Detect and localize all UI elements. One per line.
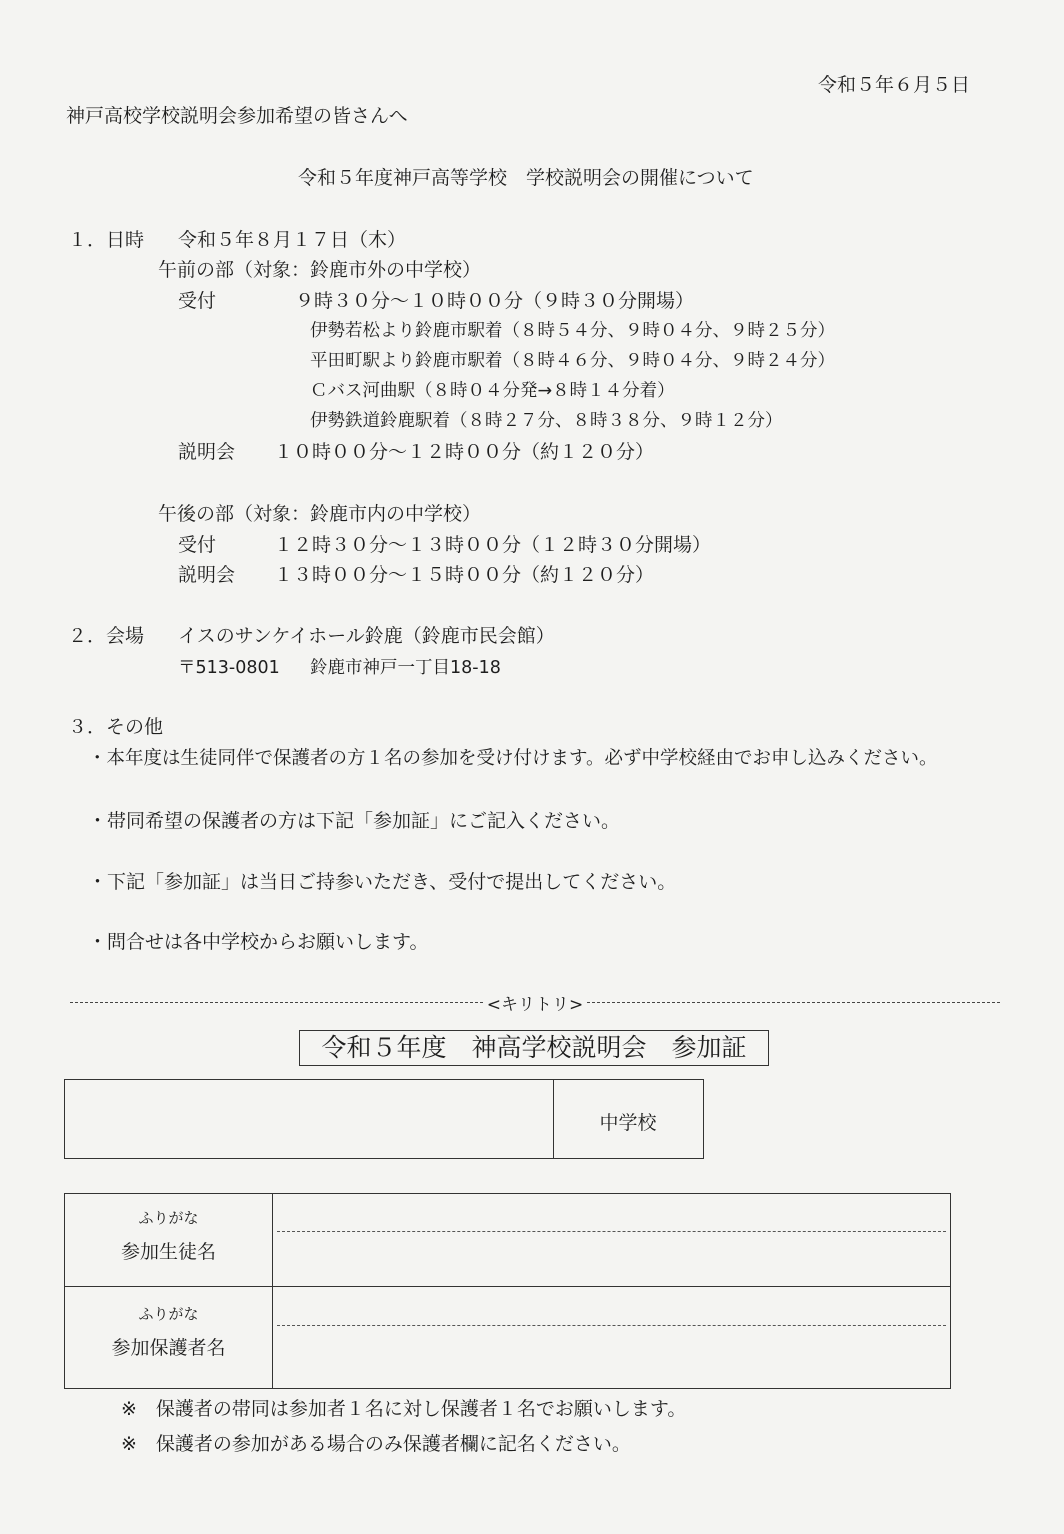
train-info-1: 伊勢若松より鈴鹿市駅着（８時５４分、９時０４分、９時２５分） — [310, 321, 835, 341]
guardian-furigana-label: ふりがな — [138, 1305, 199, 1323]
student-furigana-field[interactable] — [277, 1196, 946, 1230]
afternoon-heading: 午後の部（対象：鈴鹿市内の中学校） — [158, 503, 482, 525]
guardian-name-field[interactable] — [277, 1328, 946, 1384]
afternoon-reception-time: １２時３０分～１３時００分（１２時３０分開場） — [274, 534, 712, 556]
student-name-field[interactable] — [277, 1234, 946, 1284]
section3-heading: ３．その他 — [68, 716, 164, 738]
school-suffix-label: 中学校 — [599, 1112, 657, 1134]
morning-session-time: １０時００分～１２時００分（約１２０分） — [274, 441, 655, 463]
cut-dashes-right — [587, 1002, 1000, 1003]
student-name-label: 参加生徒名 — [120, 1241, 216, 1263]
document-date: 令和５年６月５日 — [818, 74, 971, 96]
student-furigana-dashed-line — [277, 1231, 946, 1232]
guardian-name-label: 参加保護者名 — [111, 1337, 226, 1359]
guardian-furigana-dashed-line — [277, 1325, 946, 1326]
pass-title: 令和５年度 神高学校説明会 参加証 — [299, 1030, 769, 1066]
school-name-box — [64, 1079, 704, 1159]
note-item: ・本年度は生徒同伴で保護者の方１名の参加を受け付けます。必ず中学校経由でお申し込みください。 — [88, 748, 938, 769]
cut-label: <キリトリ> — [486, 995, 584, 1015]
guardian-furigana-field[interactable] — [277, 1290, 946, 1324]
note-item: ・下記「参加証」は当日ご持参いただき、受付で提出してください。 — [88, 871, 677, 893]
document-title: 令和５年度神戸高等学校 学校説明会の開催について — [298, 167, 754, 189]
venue-postal-code: 〒513-0801 — [178, 658, 280, 678]
morning-reception-label: 受付 — [178, 290, 217, 312]
note-item: ・問合せは各中学校からお願いします。 — [88, 931, 429, 953]
form-horizontal-divider — [65, 1286, 950, 1287]
cut-line — [70, 990, 1000, 1015]
addressee: 神戸高校学校説明会参加希望の皆さんへ — [66, 105, 408, 127]
train-info-2: 平田町駅より鈴鹿市駅着（８時４６分、９時０４分、９時２４分） — [310, 351, 835, 371]
section1-heading: １．日時 — [68, 229, 145, 251]
afternoon-reception-label: 受付 — [178, 534, 217, 556]
note-item: ・帯同希望の保護者の方は下記「参加証」にご記入ください。 — [88, 810, 621, 832]
venue-name: イスのサンケイホール鈴鹿（鈴鹿市民会館） — [178, 625, 555, 647]
morning-session-label: 説明会 — [178, 441, 236, 463]
school-name-field[interactable] — [65, 1080, 553, 1158]
event-date: 令和５年８月１７日（木） — [178, 229, 407, 251]
cut-dashes-left — [70, 1002, 483, 1003]
venue-address: 鈴鹿市神戸一丁目18-18 — [310, 658, 501, 678]
train-info-4: 伊勢鉄道鈴鹿駅着（８時２７分、８時３８分、９時１２分） — [310, 411, 783, 431]
student-furigana-label: ふりがな — [138, 1209, 199, 1227]
morning-heading: 午前の部（対象：鈴鹿市外の中学校） — [158, 259, 482, 281]
afternoon-session-time: １３時００分～１５時００分（約１２０分） — [274, 564, 655, 586]
participant-form — [64, 1193, 951, 1389]
morning-reception-time: ９時３０分～１０時００分（９時３０分開場） — [295, 290, 695, 312]
form-vertical-divider — [272, 1194, 273, 1388]
section2-heading: ２．会場 — [68, 625, 145, 647]
guardian-label-cell — [65, 1304, 272, 1362]
train-info-3: Ｃバス河曲駅（８時０４分発→８時１４分着） — [310, 381, 675, 401]
footnote: ※ 保護者の帯同は参加者１名に対し保護者１名でお願いします。 — [121, 1398, 687, 1420]
student-label-cell — [65, 1208, 272, 1266]
afternoon-session-label: 説明会 — [178, 564, 236, 586]
footnote: ※ 保護者の参加がある場合のみ保護者欄に記名ください。 — [121, 1433, 631, 1455]
